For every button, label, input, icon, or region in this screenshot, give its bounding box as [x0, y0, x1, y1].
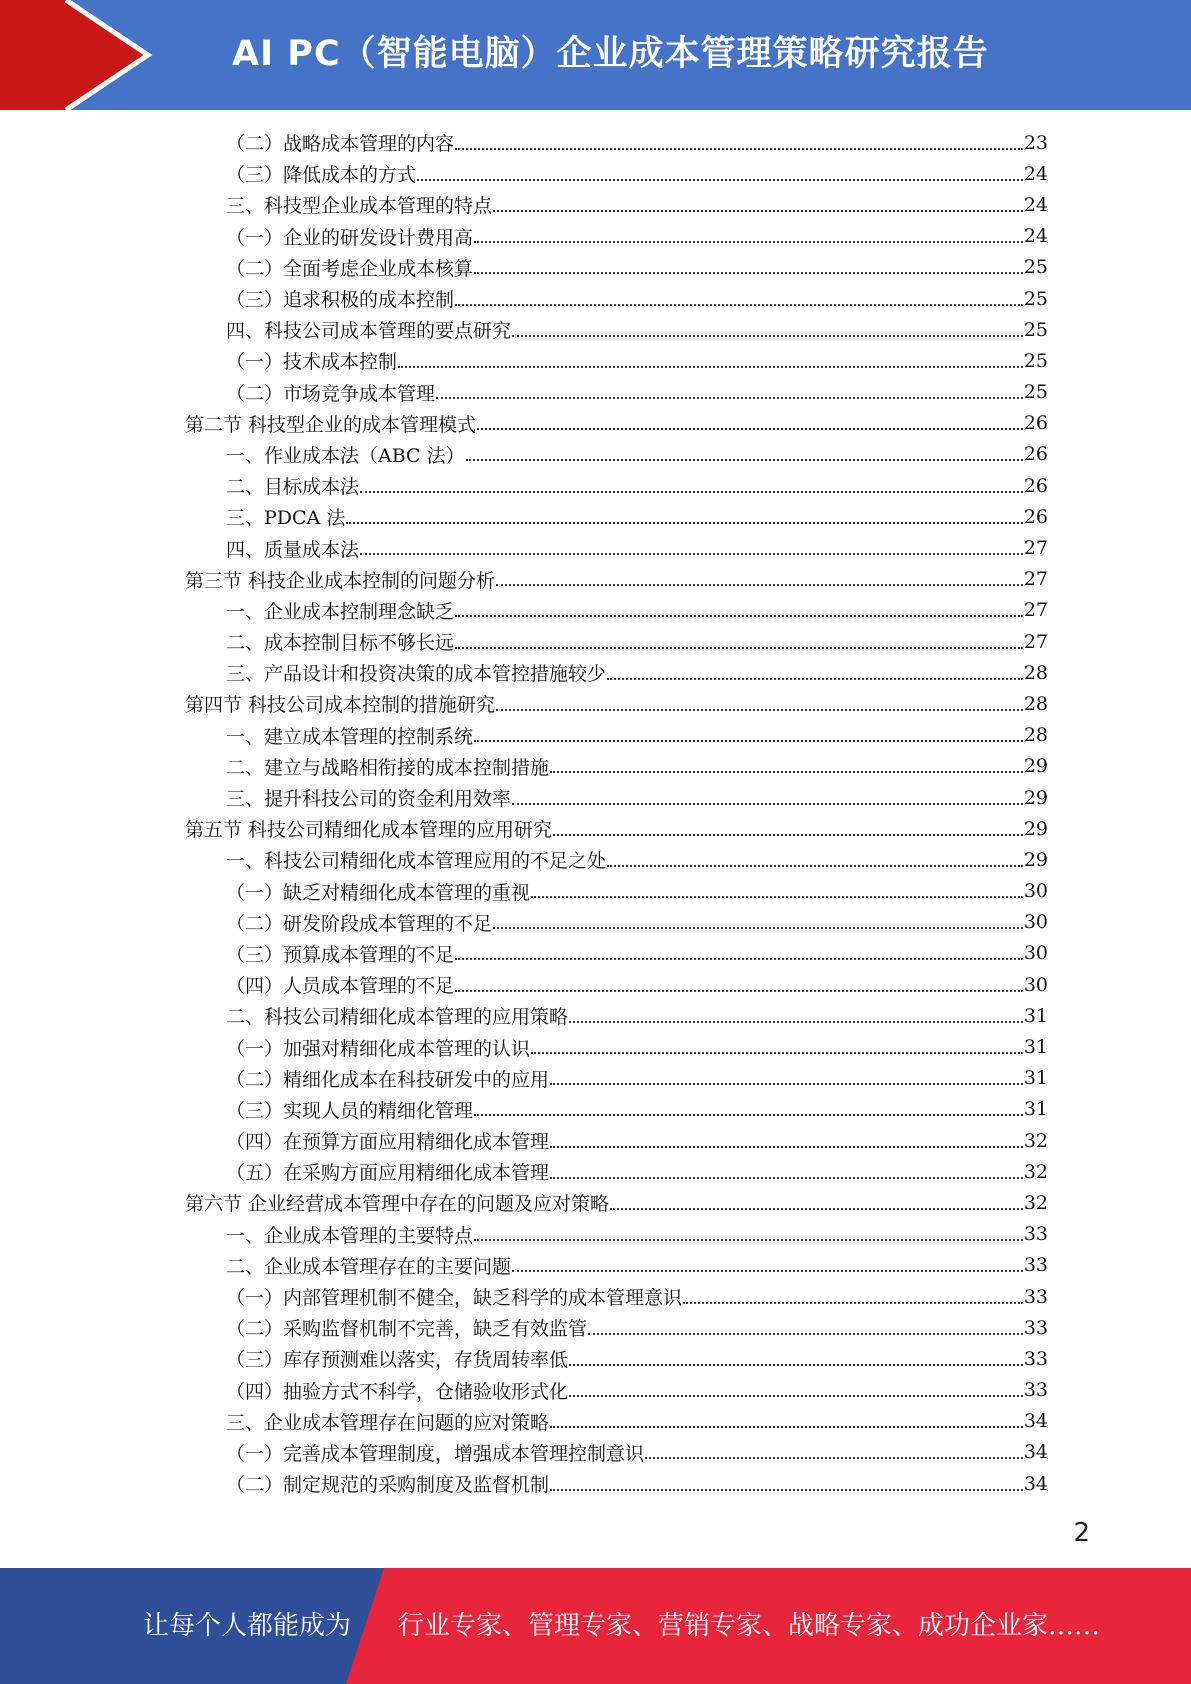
toc-entry-label: （四）抽验方式不科学，仓储验收形式化: [226, 1380, 569, 1403]
toc-entry-label: （三）预算成本管理的不足: [226, 943, 455, 966]
toc-entry-page: 31: [1023, 1098, 1048, 1121]
toc-entry-page: 27: [1023, 599, 1048, 622]
toc-entry-label: 第四节 科技公司成本控制的措施研究: [185, 694, 496, 717]
toc-entry[interactable]: [0, 657, 1048, 688]
toc-entry-page: 26: [1023, 505, 1048, 528]
toc-entry-label: （四）在预算方面应用精细化成本管理: [226, 1131, 550, 1154]
toc-dot-leader: [477, 428, 1023, 430]
toc-dot-leader: [466, 459, 1023, 461]
toc-dot-leader: [360, 553, 1023, 555]
toc-entry[interactable]: [0, 1031, 1048, 1062]
toc-dot-leader: [455, 958, 1023, 960]
toc-dot-leader: [569, 1395, 1023, 1397]
toc-entry-page: 33: [1023, 1379, 1048, 1402]
toc-entry-page: 28: [1023, 724, 1048, 747]
toc-entry-page: 26: [1023, 443, 1048, 466]
toc-entry-page: 29: [1023, 817, 1048, 840]
toc-entry-page: 34: [1023, 1441, 1048, 1464]
toc-entry-page: 24: [1023, 193, 1048, 216]
toc-dot-leader: [496, 709, 1023, 711]
toc-entry-page: 24: [1023, 162, 1048, 185]
toc-dot-leader: [417, 179, 1023, 181]
toc-entry[interactable]: [0, 907, 1048, 938]
toc-entry[interactable]: [0, 1437, 1048, 1468]
toc-entry-page: 31: [1023, 1004, 1048, 1027]
toc-entry-label: 一、建立成本管理的控制系统: [226, 725, 474, 748]
toc-entry-page: 28: [1023, 661, 1048, 684]
toc-entry-page: 25: [1023, 287, 1048, 310]
toc-entry-label: 第五节 科技公司精细化成本管理的应用研究: [185, 819, 553, 842]
page-header: [0, 0, 1191, 110]
page-footer: [0, 1568, 1191, 1684]
toc-dot-leader: [360, 491, 1023, 493]
toc-entry-label: 二、建立与战略相衔接的成本控制措施: [226, 756, 550, 779]
toc-entry-label: 第三节 科技企业成本控制的问题分析: [185, 569, 496, 592]
toc-entry[interactable]: [0, 283, 1048, 314]
toc-entry[interactable]: [0, 1125, 1048, 1156]
toc-dot-leader: [512, 803, 1023, 805]
footer-slogan-left: 让每个人都能成为: [143, 1611, 352, 1641]
toc-dot-leader: [436, 397, 1023, 399]
toc-entry-page: 33: [1023, 1254, 1048, 1277]
toc-entry[interactable]: [0, 377, 1048, 408]
toc-entry-page: 34: [1023, 1472, 1048, 1495]
toc-entry-page: 24: [1023, 225, 1048, 248]
toc-entry-label: （三）实现人员的精细化管理: [226, 1099, 474, 1122]
toc-dot-leader: [683, 1302, 1023, 1304]
toc-entry[interactable]: [0, 345, 1048, 376]
toc-dot-leader: [474, 1239, 1023, 1241]
toc-entry[interactable]: [0, 688, 1048, 719]
toc-entry[interactable]: [0, 1094, 1048, 1125]
toc-dot-leader: [610, 1208, 1023, 1210]
toc-entry-label: （一）加强对精细化成本管理的认识: [226, 1037, 531, 1060]
toc-entry[interactable]: [0, 564, 1048, 595]
toc-entry-label: （一）企业的研发设计费用高: [226, 226, 474, 249]
toc-entry-page: 33: [1023, 1316, 1048, 1339]
toc-entry-label: （二）研发阶段成本管理的不足: [226, 912, 493, 935]
toc-entry-page: 32: [1023, 1191, 1048, 1214]
toc-entry-label: 第二节 科技型企业的成本管理模式: [185, 413, 477, 436]
toc-entry-label: （二）战略成本管理的内容: [226, 133, 455, 156]
toc-entry[interactable]: [0, 938, 1048, 969]
toc-dot-leader: [493, 927, 1023, 929]
toc-entry[interactable]: [0, 252, 1048, 283]
toc-entry[interactable]: [0, 844, 1048, 875]
toc-entry-label: 二、科技公司精细化成本管理的应用策略: [226, 1006, 569, 1029]
toc-entry-label: 一、作业成本法（ABC 法）: [226, 444, 465, 467]
toc-dot-leader: [493, 210, 1023, 212]
page-number: 2: [1073, 1518, 1090, 1548]
toc-entry[interactable]: [0, 1219, 1048, 1250]
toc-entry-page: 32: [1023, 1160, 1048, 1183]
toc-entry-page: 31: [1023, 1036, 1048, 1059]
toc-entry-page: 29: [1023, 786, 1048, 809]
toc-entry-label: 三、提升科技公司的资金利用效率: [226, 788, 512, 811]
toc-entry[interactable]: [0, 221, 1048, 252]
report-title: AI PC（智能电脑）企业成本管理策略研究报告: [232, 34, 989, 74]
toc-entry-label: 四、质量成本法: [226, 538, 360, 561]
toc-entry[interactable]: [0, 782, 1048, 813]
toc-dot-leader: [550, 1146, 1023, 1148]
toc-entry-page: 32: [1023, 1129, 1048, 1152]
toc-dot-leader: [531, 1052, 1023, 1054]
toc-entry-page: 25: [1023, 349, 1048, 372]
toc-entry[interactable]: [0, 532, 1048, 563]
toc-entry[interactable]: [0, 1406, 1048, 1437]
toc-entry[interactable]: [0, 626, 1048, 657]
toc-entry[interactable]: [0, 314, 1048, 345]
header-chevron-icon: [0, 0, 160, 110]
toc-entry-label: 三、PDCA 法: [226, 507, 346, 530]
toc-entry-page: 33: [1023, 1223, 1048, 1246]
toc-entry[interactable]: [0, 1468, 1048, 1499]
toc-dot-leader: [474, 1114, 1023, 1116]
toc-dot-leader: [550, 771, 1023, 773]
toc-dot-leader: [553, 834, 1023, 836]
toc-entry-label: 二、企业成本管理存在的主要问题: [226, 1255, 512, 1278]
toc-entry-page: 30: [1023, 911, 1048, 934]
toc-dot-leader: [455, 647, 1023, 649]
toc-entry-label: （二）市场竞争成本管理: [226, 382, 436, 405]
toc-entry[interactable]: [0, 439, 1048, 470]
toc-entry-label: 第六节 企业经营成本管理中存在的问题及应对策略: [185, 1193, 610, 1216]
toc-dot-leader: [607, 865, 1023, 867]
toc-entry[interactable]: [0, 470, 1048, 501]
toc-entry[interactable]: [0, 1063, 1048, 1094]
toc-entry-page: 30: [1023, 942, 1048, 965]
toc-entry-label: （一）技术成本控制: [226, 351, 398, 374]
toc-dot-leader: [474, 241, 1023, 243]
toc-entry[interactable]: [0, 408, 1048, 439]
toc-entry-label: 一、科技公司精细化成本管理应用的不足之处: [226, 850, 607, 873]
toc-dot-leader: [512, 335, 1023, 337]
toc-entry-page: 26: [1023, 474, 1048, 497]
toc-dot-leader: [569, 1021, 1023, 1023]
toc-entry-page: 27: [1023, 537, 1048, 560]
toc-entry[interactable]: [0, 1187, 1048, 1218]
toc-entry-page: 30: [1023, 973, 1048, 996]
toc-entry-label: （一）内部管理机制不健全，缺乏科学的成本管理意识: [226, 1287, 683, 1310]
toc-dot-leader: [512, 1270, 1023, 1272]
toc-entry[interactable]: [0, 751, 1048, 782]
toc-entry-page: 23: [1023, 131, 1048, 154]
toc-dot-leader: [398, 366, 1023, 368]
toc-entry-page: 34: [1023, 1410, 1048, 1433]
toc-entry-page: 33: [1023, 1285, 1048, 1308]
toc-entry[interactable]: [0, 720, 1048, 751]
toc-entry-label: 三、企业成本管理存在问题的应对策略: [226, 1411, 550, 1434]
toc-dot-leader: [588, 1333, 1023, 1335]
toc-entry[interactable]: [0, 876, 1048, 907]
toc-entry[interactable]: [0, 969, 1048, 1000]
toc-entry-label: （四）人员成本管理的不足: [226, 975, 455, 998]
toc-dot-leader: [346, 522, 1022, 524]
toc-entry-page: 25: [1023, 256, 1048, 279]
toc-entry-page: 28: [1023, 692, 1048, 715]
toc-entry-label: （三）降低成本的方式: [226, 164, 417, 187]
toc-dot-leader: [550, 1426, 1023, 1428]
toc-entry[interactable]: [0, 501, 1048, 532]
toc-dot-leader: [455, 148, 1023, 150]
toc-entry-label: 四、科技公司成本管理的要点研究: [226, 320, 512, 343]
toc-entry[interactable]: [0, 189, 1048, 220]
toc-dot-leader: [496, 584, 1023, 586]
toc-dot-leader: [550, 1177, 1023, 1179]
toc-dot-leader: [645, 1457, 1023, 1459]
toc-entry[interactable]: [0, 595, 1048, 626]
toc-dot-leader: [550, 1083, 1023, 1085]
toc-entry-label: 一、企业成本控制理念缺乏: [226, 600, 455, 623]
toc-entry-page: 25: [1023, 381, 1048, 404]
toc-entry-label: 三、科技型企业成本管理的特点: [226, 195, 493, 218]
toc-entry[interactable]: [0, 127, 1048, 158]
toc-dot-leader: [550, 1489, 1023, 1491]
toc-entry-page: 25: [1023, 318, 1048, 341]
table-of-contents: [0, 127, 1191, 1499]
toc-entry[interactable]: [0, 1281, 1048, 1312]
toc-dot-leader: [455, 615, 1023, 617]
toc-entry-page: 27: [1023, 630, 1048, 653]
toc-entry[interactable]: [0, 1343, 1048, 1374]
toc-entry-page: 33: [1023, 1347, 1048, 1370]
toc-entry[interactable]: [0, 158, 1048, 189]
toc-entry-page: 26: [1023, 412, 1048, 435]
toc-entry-label: （三）追求积极的成本控制: [226, 289, 455, 312]
toc-entry[interactable]: [0, 1156, 1048, 1187]
toc-entry-label: （一）缺乏对精细化成本管理的重视: [226, 881, 531, 904]
toc-entry-page: 27: [1023, 568, 1048, 591]
toc-dot-leader: [474, 272, 1023, 274]
toc-entry-label: 一、企业成本管理的主要特点: [226, 1224, 474, 1247]
toc-entry-label: （五）在采购方面应用精细化成本管理: [226, 1162, 550, 1185]
toc-dot-leader: [569, 1364, 1023, 1366]
toc-entry-label: 二、目标成本法: [226, 476, 360, 499]
toc-entry[interactable]: [0, 1312, 1048, 1343]
toc-entry-page: 31: [1023, 1067, 1048, 1090]
toc-entry[interactable]: [0, 1250, 1048, 1281]
toc-entry-label: 三、产品设计和投资决策的成本管控措施较少: [226, 663, 607, 686]
toc-entry-page: 29: [1023, 848, 1048, 871]
toc-entry-label: （一）完善成本管理制度，增强成本管理控制意识: [226, 1442, 645, 1465]
toc-dot-leader: [607, 678, 1023, 680]
toc-entry-label: （二）制定规范的采购制度及监督机制: [226, 1474, 550, 1497]
toc-entry-label: （二）采购监督机制不完善，缺乏有效监管: [226, 1318, 588, 1341]
toc-entry[interactable]: [0, 813, 1048, 844]
toc-entry[interactable]: [0, 1000, 1048, 1031]
toc-entry-page: 29: [1023, 755, 1048, 778]
toc-entry-label: （二）精细化成本在科技研发中的应用: [226, 1068, 550, 1091]
toc-dot-leader: [455, 304, 1023, 306]
toc-entry[interactable]: [0, 1375, 1048, 1406]
toc-dot-leader: [455, 990, 1023, 992]
toc-entry-label: （三）库存预测难以落实，存货周转率低: [226, 1349, 569, 1372]
toc-entry-label: 二、成本控制目标不够长远: [226, 632, 455, 655]
footer-slogan-right: 行业专家、管理专家、营销专家、战略专家、成功企业家……: [398, 1611, 1101, 1641]
toc-entry-label: （二）全面考虑企业成本核算: [226, 257, 474, 280]
toc-dot-leader: [474, 740, 1023, 742]
toc-entry-page: 30: [1023, 880, 1048, 903]
toc-dot-leader: [531, 896, 1023, 898]
